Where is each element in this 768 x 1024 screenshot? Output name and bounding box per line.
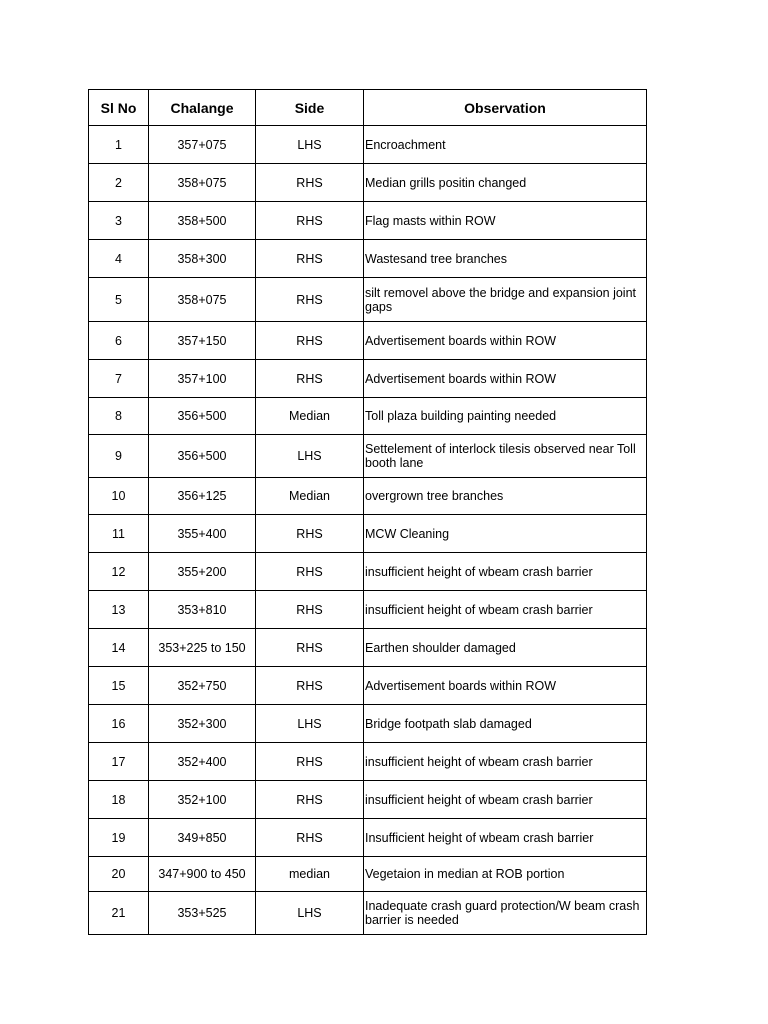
side-cell: RHS [256,743,364,781]
chainage-cell: 352+400 [149,743,256,781]
side-cell: median [256,857,364,892]
side-cell: LHS [256,705,364,743]
chainage-cell: 356+500 [149,398,256,435]
observation-cell: insufficient height of wbeam crash barrier [364,743,647,781]
observation-cell: overgrown tree branches [364,478,647,515]
table-row [89,857,647,892]
chainage-cell: 358+075 [149,278,256,322]
observation-cell: Median grills positin changed [364,164,647,202]
sl-no-cell: 16 [89,705,149,743]
sl-no-cell: 6 [89,322,149,360]
table-row [89,591,647,629]
side-cell: LHS [256,892,364,935]
table-row [89,322,647,360]
sl-no-cell: 8 [89,398,149,435]
side-cell: RHS [256,322,364,360]
side-cell: RHS [256,240,364,278]
header-chainage: Chalange [149,90,256,126]
sl-no-cell: 13 [89,591,149,629]
chainage-cell: 358+500 [149,202,256,240]
sl-no-cell: 1 [89,126,149,164]
observation-cell: Wastesand tree branches [364,240,647,278]
observation-cell: insufficient height of wbeam crash barrier [364,591,647,629]
table-row [89,629,647,667]
observation-cell: Vegetaion in median at ROB portion [364,857,647,892]
table-header [89,90,647,126]
sl-no-cell: 12 [89,553,149,591]
chainage-cell: 357+150 [149,322,256,360]
side-cell: Median [256,478,364,515]
table-row [89,705,647,743]
table-row [89,435,647,478]
table-row [89,667,647,705]
chainage-cell: 358+075 [149,164,256,202]
chainage-cell: 353+225 to 150 [149,629,256,667]
sl-no-cell: 7 [89,360,149,398]
chainage-cell: 356+500 [149,435,256,478]
table-row [89,126,647,164]
table-body [89,126,647,935]
table-row [89,478,647,515]
observation-cell: Encroachment [364,126,647,164]
side-cell: RHS [256,781,364,819]
side-cell: Median [256,398,364,435]
sl-no-cell: 21 [89,892,149,935]
header-sl-no: Sl No [89,90,149,126]
chainage-cell: 352+100 [149,781,256,819]
side-cell: RHS [256,278,364,322]
sl-no-cell: 15 [89,667,149,705]
sl-no-cell: 10 [89,478,149,515]
sl-no-cell: 5 [89,278,149,322]
header-observation: Observation [364,90,647,126]
observation-cell: Advertisement boards within ROW [364,667,647,705]
table-row [89,164,647,202]
side-cell: RHS [256,202,364,240]
observation-cell: Advertisement boards within ROW [364,322,647,360]
header-row [89,90,647,126]
chainage-cell: 353+810 [149,591,256,629]
side-cell: RHS [256,553,364,591]
chainage-cell: 352+300 [149,705,256,743]
side-cell: RHS [256,629,364,667]
side-cell: RHS [256,515,364,553]
observation-cell: insufficient height of wbeam crash barrier [364,553,647,591]
observation-cell: Earthen shoulder damaged [364,629,647,667]
chainage-cell: 355+200 [149,553,256,591]
sl-no-cell: 18 [89,781,149,819]
chainage-cell: 357+100 [149,360,256,398]
table-row [89,240,647,278]
sl-no-cell: 9 [89,435,149,478]
header-side: Side [256,90,364,126]
chainage-cell: 353+525 [149,892,256,935]
chainage-cell: 356+125 [149,478,256,515]
table-row [89,743,647,781]
sl-no-cell: 11 [89,515,149,553]
side-cell: RHS [256,667,364,705]
table-row [89,553,647,591]
side-cell: RHS [256,360,364,398]
side-cell: RHS [256,819,364,857]
side-cell: LHS [256,435,364,478]
chainage-cell: 355+400 [149,515,256,553]
table-row [89,515,647,553]
observation-cell: silt removel above the bridge and expansion joint gaps [364,278,647,322]
observation-cell: insufficient height of wbeam crash barrier [364,781,647,819]
chainage-cell: 352+750 [149,667,256,705]
sl-no-cell: 4 [89,240,149,278]
table-row [89,398,647,435]
sl-no-cell: 19 [89,819,149,857]
table-row [89,278,647,322]
observation-cell: Insufficient height of wbeam crash barrier [364,819,647,857]
observation-cell: Advertisement boards within ROW [364,360,647,398]
observation-cell: MCW Cleaning [364,515,647,553]
observation-cell: Flag masts within ROW [364,202,647,240]
observation-table [88,89,647,935]
side-cell: LHS [256,126,364,164]
table-row [89,892,647,935]
sl-no-cell: 14 [89,629,149,667]
sl-no-cell: 17 [89,743,149,781]
side-cell: RHS [256,164,364,202]
observation-cell: Toll plaza building painting needed [364,398,647,435]
side-cell: RHS [256,591,364,629]
chainage-cell: 349+850 [149,819,256,857]
chainage-cell: 358+300 [149,240,256,278]
observation-cell: Bridge footpath slab damaged [364,705,647,743]
table-row [89,360,647,398]
sl-no-cell: 2 [89,164,149,202]
observation-cell: Settelement of interlock tilesis observed near Toll booth lane [364,435,647,478]
observation-cell: Inadequate crash guard protection/W beam crash barrier is needed [364,892,647,935]
sl-no-cell: 3 [89,202,149,240]
table-row [89,202,647,240]
chainage-cell: 347+900 to 450 [149,857,256,892]
chainage-cell: 357+075 [149,126,256,164]
table-row [89,781,647,819]
sl-no-cell: 20 [89,857,149,892]
table-row [89,819,647,857]
